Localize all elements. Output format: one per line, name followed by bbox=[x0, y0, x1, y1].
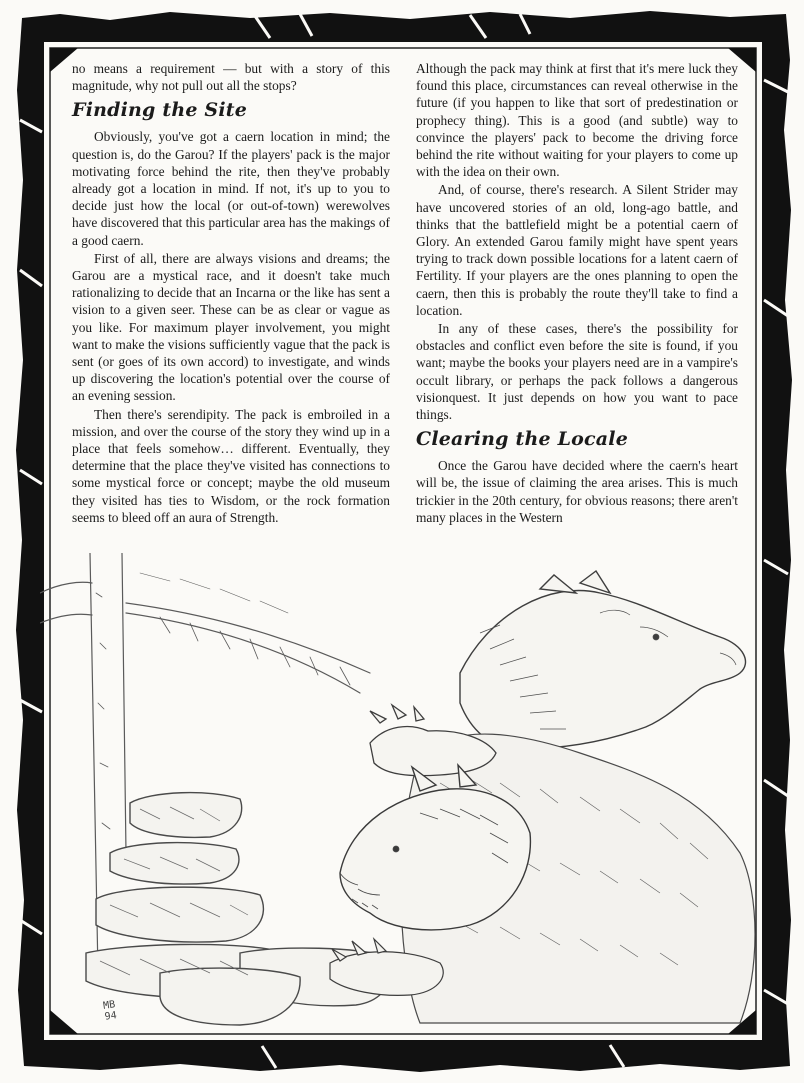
paragraph: Once the Garou have decided where the caern's heart will be, the issue of claiming the area arises. This is much trickier in the 20th century, for obvious reasons; there aren't many places in the Western bbox=[416, 458, 738, 525]
section-heading-clearing-the-locale: Clearing the Locale bbox=[416, 428, 628, 451]
section-heading-finding-the-site: Finding the Site bbox=[72, 99, 248, 122]
paragraph: In any of these cases, there's the possibility for obstacles and conflict even before the site is found, if you want; maybe the books your players need are in a vampire's occult library, or perhaps the pack follows a dangerous visionquest. It just depends on how you want to pace things. bbox=[416, 321, 738, 423]
paragraph: Then there's serendipity. The pack is embroiled in a mission, and over the course of the story they wind up in a place that feels somehow… different. Eventually, they determine that the place they've visited has connections to some mystical force or concept; maybe the old museum they visited has ties to Wisdom, or the rock formation seems to bleed off an aura of Strength. bbox=[72, 406, 390, 525]
artist-signature: MB 94 bbox=[102, 999, 118, 1023]
werewolf-cairn-illustration bbox=[40, 553, 764, 1031]
paragraph: no means a requirement — but with a story of this magnitude, why not pull out all the stops? bbox=[72, 61, 390, 94]
left-column bbox=[72, 60, 390, 527]
right-column bbox=[416, 60, 738, 527]
paragraph: And, of course, there's research. A Silent Strider may have uncovered stories of an old, long-ago battle, and thinks that the battlefield might be a potential caern of Glory. An extended Garou family might have spent years trying to track down possible locations for a latent caern of Fertility. If your players are the ones planning to open the caern, then this is probably the route they'll take to find a location. bbox=[416, 182, 738, 318]
paragraph: First of all, there are always visions and dreams; the Garou are a mystical race, and it doesn't take much rationalizing to decide that an Incarna or the like has sent a vision to a given seer. These can be as clear or vague as you like. For maximum player involvement, you might want to make the visions sufficiently vague that the pack is sent (or goes of its own accord) to investigate, and winds up discovering the location's potential over the course of an evening session. bbox=[72, 250, 390, 404]
paragraph: Although the pack may think at first that it's mere luck they found this place, circumstances can reveal otherwise in the future (if you happen to like that sort of predestination or prophecy thing). This is a good (and subtle) way to convince the players' pack to become the driving force behind the rite without waiting for your players to come up with the idea on their own. bbox=[416, 61, 738, 180]
paragraph: Obviously, you've got a caern location in mind; the question is, do the Garou? If the players' pack is the major motivating force behind the rite, then they've probably already got a location in mind. If not, it's up to you to decide just how the local (or out-of-town) werewolves have discovered that this particular area has the makings of a good caern. bbox=[72, 129, 390, 248]
